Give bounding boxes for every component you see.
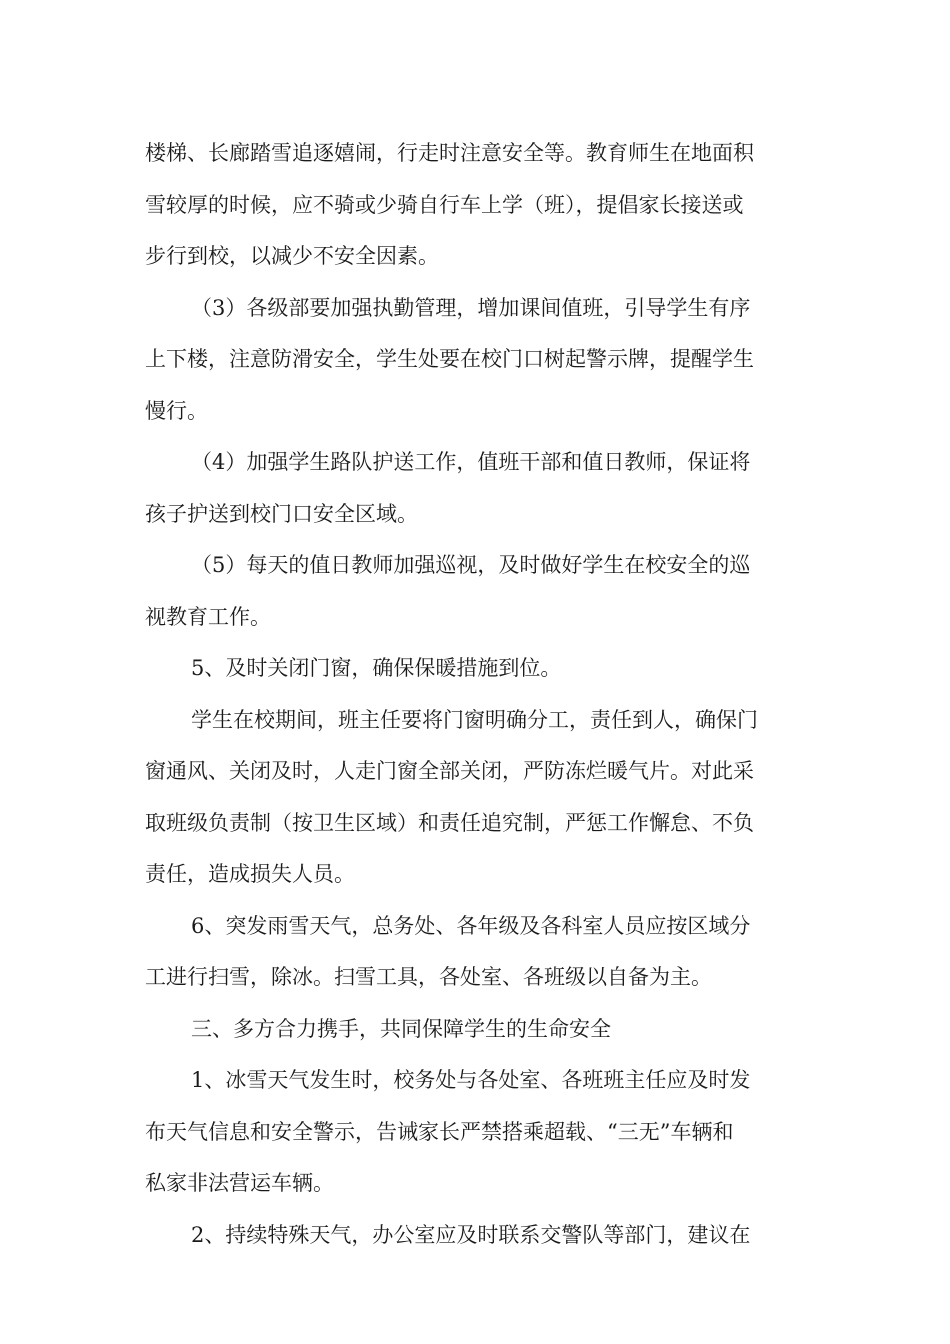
- paragraph-line: 视教育工作。: [145, 604, 271, 629]
- section-heading-line: 5、及时关闭门窗，确保保暖措施到位。: [191, 656, 562, 680]
- paragraph-line: 窗通风、关闭及时，人走门窗全部关闭，严防冻烂暖气片。对此采: [145, 759, 754, 783]
- paragraph-line: 布天气信息和安全警示，告诫家长严禁搭乘超载、“三无”车辆和: [145, 1119, 734, 1144]
- paragraph-line: 步行到校，以减少不安全因素。: [145, 244, 439, 268]
- paragraph-line: 学生在校期间，班主任要将门窗明确分工，责任到人，确保门: [191, 707, 758, 732]
- paragraph-line: 6、突发雨雪天气，总务处、各年级及各科室人员应按区域分: [191, 913, 751, 938]
- paragraph-line: 取班级负责制（按卫生区域）和责任追究制，严惩工作懈怠、不负: [145, 810, 754, 835]
- paragraph-line: 1、冰雪天气发生时，校务处与各处室、各班班主任应及时发: [191, 1068, 751, 1092]
- paragraph-line: 楼梯、长廊踏雪追逐嬉闹，行走时注意安全等。教育师生在地面积: [145, 141, 754, 165]
- paragraph-line: 工进行扫雪，除冰。扫雪工具，各处室、各班级以自备为主。: [145, 965, 712, 989]
- document-body: [145, 128, 810, 1261]
- paragraph-line: 私家非法营运车辆。: [145, 1171, 334, 1195]
- paragraph-line: 孩子护送到校门口安全区域。: [145, 501, 418, 526]
- paragraph-line: 慢行。: [145, 398, 208, 423]
- paragraph-line: （5）每天的值日教师加强巡视，及时做好学生在校安全的巡: [191, 553, 751, 577]
- paragraph-line: 责任，造成损失人员。: [145, 862, 355, 886]
- paragraph-line: 2、持续特殊天气，办公室应及时联系交警队等部门，建议在: [191, 1222, 751, 1247]
- paragraph-line: （4）加强学生路队护送工作，值班干部和值日教师，保证将: [191, 450, 751, 474]
- section-heading-line: 三、多方合力携手，共同保障学生的生命安全: [191, 1016, 611, 1041]
- paragraph-line: （3）各级部要加强执勤管理，增加课间值班，引导学生有序: [191, 295, 751, 320]
- paragraph-line: 上下楼，注意防滑安全，学生处要在校门口树起警示牌，提醒学生: [145, 347, 754, 371]
- paragraph-line: 雪较厚的时候，应不骑或少骑自行车上学（班），提倡家长接送或: [145, 192, 744, 217]
